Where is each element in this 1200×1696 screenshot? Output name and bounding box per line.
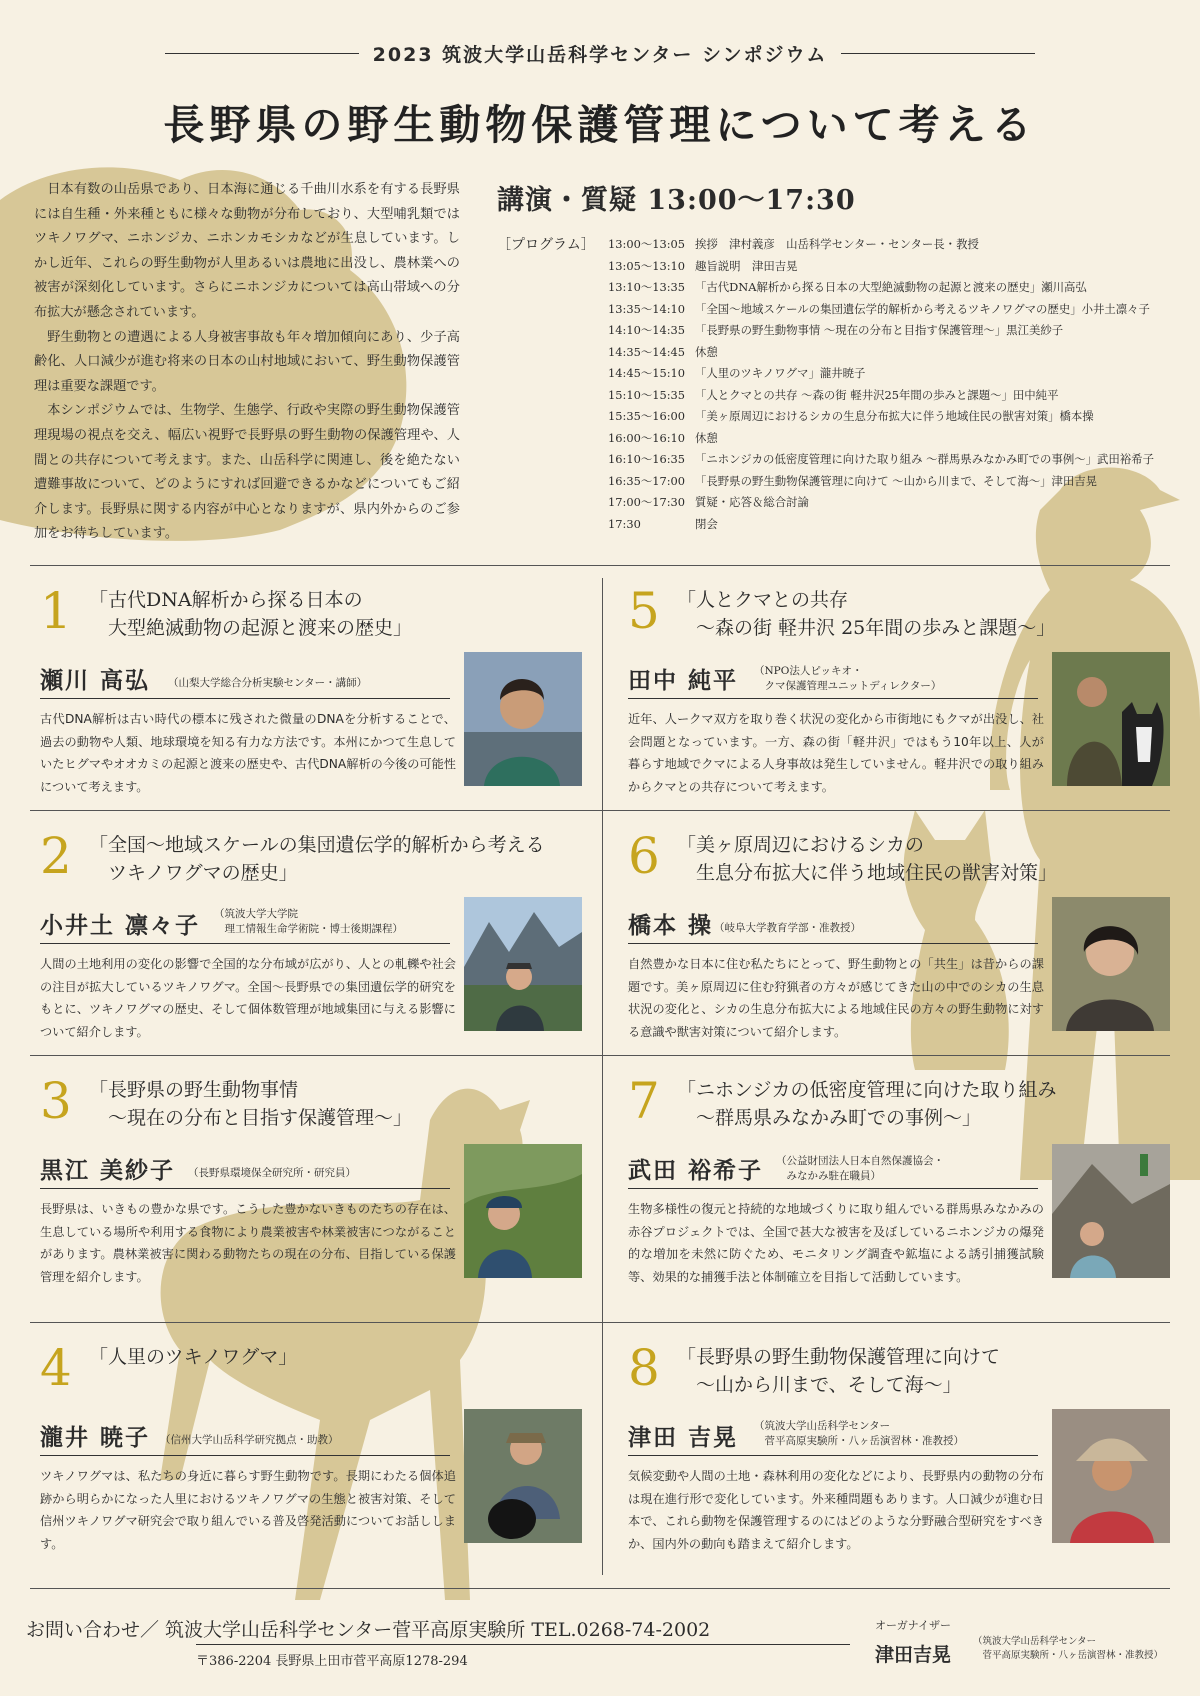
speaker-name: 津田 吉晃 (628, 1424, 739, 1451)
talk-description: 自然豊かな日本に住む私たちにとって、野生動物との「共生」は昔からの課題です。美ヶ原周辺に住む狩猟者の方々が感じてきた山の中でのシカの生息状況の変化と、シカの生息分布拡大による地域住民の方々の野生動物に対する意識や獣害対策について紹介します。 (628, 957, 1044, 1039)
talk-description: 長野県は、いきもの豊かな県です。こうした豊かないきものたちの存在は、生息している場所や利用する食物により農業被害や林業被害につながることがあります。農林業被害に関わる動物たちの現在の分布、目指している保護管理を紹介します。 (40, 1202, 456, 1284)
talk-card (34, 1327, 594, 1577)
program-time: 13:00〜13:05 (608, 237, 686, 251)
program-schedule (608, 234, 1154, 535)
program-item: 「長野県の野生動物事情 〜現在の分布と目指す保護管理〜」黒江美紗子 (695, 323, 1064, 337)
speaker-photo (464, 652, 582, 786)
talk-title: 「人里のツキノワグマ」 (89, 1346, 298, 1368)
speaker-name: 黒江 美紗子 (40, 1157, 176, 1184)
contact-address: 〒386-2204 長野県上田市菅平高原1278-294 (196, 1654, 468, 1669)
talk-description: 古代DNA解析は古い時代の標本に残された微量のDNAを分析することで、過去の動物や人類、地球環境を知る有力な方法です。本州にかつて生息していたヒグマやオオカミの起源と渡来の歴史や、古代DNA解析の今後の可能性について考えます。 (40, 712, 456, 794)
talk-card (34, 570, 594, 820)
program-time: 17:30 (608, 516, 641, 531)
program-item: 「古代DNA解析から探る日本の大型絶滅動物の起源と渡来の歴史」瀬川高弘 (695, 280, 1087, 294)
talk-card (622, 570, 1182, 820)
program-time: 17:00〜17:30 (608, 495, 686, 509)
program-row (608, 385, 1154, 407)
program-row (608, 234, 1154, 256)
talk-title: 「長野県の野生動物保護管理に向けて 〜山から川まで、そして海〜」 (677, 1346, 1001, 1396)
program-item: 「人とクマとの共存 〜森の街 軽井沢25年間の歩みと課題〜」田中純平 (695, 387, 1059, 402)
intro-paragraph: 野生動物との遭遇による人身被害事故も年々増加傾向にあり、少子高齢化、人口減少が進む将来の日本の山村地域において、野生動物保護管理は重要な課題です。 (34, 329, 460, 394)
organizer-affiliation: （筑波大学山岳科学センター 菅平高原実験所・八ヶ岳演習林・准教授） (973, 1636, 1164, 1661)
talk-title: 「ニホンジカの低密度管理に向けた取り組み 〜群馬県みなかみ町での事例〜」 (677, 1079, 1057, 1129)
speaker-affiliation: （NPO法人ピッキオ・ クマ保護管理ユニットディレクター） (754, 665, 942, 692)
program-item: 質疑・応答＆総合討論 (695, 495, 809, 509)
grid-divider (30, 565, 1170, 566)
name-underline (628, 1188, 1038, 1189)
talk-card (622, 1060, 1182, 1310)
program-item: 閉会 (695, 516, 718, 531)
speaker-photo (1052, 1144, 1170, 1278)
speaker-name: 橋本 操 (628, 912, 714, 939)
talk-number: 8 (628, 1339, 660, 1397)
talk-number: 4 (40, 1339, 72, 1397)
program-row (608, 320, 1154, 342)
program-item: 「全国〜地域スケールの集団遺伝学的解析から考えるツキノワグマの歴史」小井土凛々子 (695, 301, 1150, 316)
program-row (608, 492, 1154, 514)
program-time: 14:35〜14:45 (608, 344, 686, 359)
talk-title: 「全国〜地域スケールの集団遺伝学的解析から考える ツキノワグマの歴史」 (89, 834, 545, 884)
program-item: 休憩 (695, 344, 718, 359)
program-item: 趣旨説明 津田吉晃 (695, 258, 798, 273)
talk-title: 「古代DNA解析から探る日本の 大型絶滅動物の起源と渡来の歴史」 (89, 589, 413, 639)
talk-number: 5 (628, 582, 660, 640)
program-item: 「美ヶ原周辺におけるシカの生息分布拡大に伴う地域住民の獣害対策」橋本操 (695, 409, 1094, 423)
talk-card (34, 1060, 594, 1310)
program-time: 15:10〜15:35 (608, 387, 686, 402)
speaker-photo (464, 1144, 582, 1278)
speaker-name: 瀬川 高弘 (40, 667, 151, 694)
name-underline (628, 1455, 1038, 1456)
symposium-subtitle: 2023 筑波大学山岳科学センター シンポジウム (372, 43, 828, 66)
organizer-name: 津田吉晃 (875, 1644, 952, 1666)
program-row (608, 277, 1154, 299)
intro-text (34, 178, 460, 547)
header-rule-left (165, 53, 359, 54)
name-underline (40, 1455, 450, 1456)
grid-divider (30, 1322, 1170, 1323)
header-subtitle-row (165, 40, 1035, 66)
talk-number: 6 (628, 827, 660, 885)
speaker-photo (1052, 652, 1170, 786)
program-row (608, 449, 1154, 471)
grid-divider (30, 1588, 1170, 1589)
program-time: 13:05〜13:10 (608, 258, 686, 273)
talk-number: 1 (40, 582, 72, 640)
program-item: 休憩 (695, 430, 718, 445)
program-row (608, 299, 1154, 321)
lecture-heading: 講演・質疑 13:00〜17:30 (497, 185, 856, 216)
speaker-name: 小井土 凛々子 (40, 912, 201, 939)
speaker-affiliation: （長野県環境保全研究所・研究員） (188, 1167, 356, 1179)
speaker-affiliation: （岐阜大学教育学部・准教授） (714, 922, 861, 934)
talk-card (622, 815, 1182, 1065)
name-underline (628, 943, 1038, 944)
program-label: ［プログラム］ (497, 237, 595, 253)
talk-number: 7 (628, 1072, 660, 1130)
speaker-name: 瀧井 暁子 (40, 1424, 151, 1451)
program-item: 挨拶 津村義彦 山岳科学センター・センター長・教授 (695, 237, 979, 251)
page-title: 長野県の野生動物保護管理について考える (163, 101, 1037, 149)
talk-title: 「人とクマとの共存 〜森の街 軽井沢 25年間の歩みと課題〜」 (677, 589, 1056, 639)
talk-description: ツキノワグマは、私たちの身近に暮らす野生動物です。長期にわたる個体追跡から明らかになった人里におけるツキノワグマの生態と被害対策、そして信州ツキノワグマ研究会で取り組んでいる普及啓発活動についてお話しします。 (40, 1469, 456, 1551)
speaker-affiliation: （公益財団法人日本自然保護協会・ みなかみ駐在職員） (776, 1155, 944, 1182)
footer-underline (196, 1644, 850, 1645)
talk-title: 「長野県の野生動物事情 〜現在の分布と目指す保護管理〜」 (89, 1079, 413, 1129)
program-item: 「ニホンジカの低密度管理に向けた取り組み 〜群馬県みなかみ町での事例〜」武田裕希子 (695, 452, 1154, 466)
talk-number: 2 (40, 827, 72, 885)
name-underline (40, 943, 450, 944)
name-underline (628, 698, 1038, 699)
intro-paragraph: 本シンポジウムでは、生物学、生態学、行政や実際の野生動物保護管理現場の視点を交え、幅広い視野で長野県の野生動物の保護管理や、人間との共存について考えます。また、山岳科学に関連し、後を絶たない遭難事故について、どのようにすれば回避できるかなどについてもご紹介します。長野県に関する内容が中心となりますが、県内外からのご参加をお待ちしています。 (34, 403, 460, 542)
program-row (608, 406, 1154, 428)
speaker-photo (1052, 897, 1170, 1031)
speaker-affiliation: （信州大学山岳科学研究拠点・助教） (160, 1434, 339, 1446)
speaker-affiliation: （山梨大学総合分析実験センター・講師） (168, 677, 368, 689)
speaker-name: 武田 裕希子 (628, 1157, 764, 1184)
contact-info: お問い合わせ／ 筑波大学山岳科学センター菅平高原実験所 TEL.0268-74-2002 (26, 1619, 711, 1641)
program-time: 14:45〜15:10 (608, 366, 686, 380)
talk-card (622, 1327, 1182, 1577)
program-row (608, 514, 1154, 536)
intro-paragraph: 日本有数の山岳県であり、日本海に通じる千曲川水系を有する長野県には自生種・外来種ともに様々な動物が分布しており、大型哺乳類ではツキノワグマ、ニホンジカ、ニホンカモシカなどが生息しています。しかし近年、これらの野生動物が人里あるいは農地に出没し、農林業への被害が深刻化しています。さらにニホンジカについては高山帯域への分布拡大が懸念されています。 (34, 182, 460, 320)
talk-title: 「美ヶ原周辺におけるシカの 生息分布拡大に伴う地域住民の獣害対策」 (677, 834, 1058, 884)
talk-description: 近年、人ークマ双方を取り巻く状況の変化から市街地にもクマが出没し、社会問題となっています。一方、森の街「軽井沢」ではもう10年以上、人が暮らす地域でクマによる人身事故は発生していません。軽井沢での取り組みからクマとの共存について考えます。 (628, 712, 1044, 794)
program-item: 「長野県の野生動物保護管理に向けて 〜山から川まで、そして海〜」津田吉晃 (695, 473, 1098, 488)
name-underline (40, 1188, 450, 1189)
program-row (608, 428, 1154, 450)
talk-card (34, 815, 594, 1065)
speaker-photo (464, 1409, 582, 1543)
talk-description: 人間の土地利用の変化の影響で全国的な分布域が広がり、人との軋轢や社会の注目が拡大しているツキノワグマ。全国〜長野県での集団遺伝学的研究をもとに、ツキノワグマの歴史、そして個体数管理が地域集団に与える影響について紹介します。 (40, 957, 456, 1039)
program-row (608, 363, 1154, 385)
name-underline (40, 698, 450, 699)
program-row (608, 256, 1154, 278)
program-time: 16:10〜16:35 (608, 452, 686, 466)
program-time: 13:10〜13:35 (608, 280, 686, 294)
speaker-photo (1052, 1409, 1170, 1543)
program-time: 15:35〜16:00 (608, 409, 686, 423)
header-rule-right (841, 53, 1035, 54)
program-time: 16:35〜17:00 (608, 473, 686, 488)
program-time: 13:35〜14:10 (608, 301, 686, 316)
program-time: 14:10〜14:35 (608, 323, 686, 337)
speaker-affiliation: （筑波大学大学院 理工情報生命学術院・博士後期課程） (214, 908, 403, 935)
speaker-name: 田中 純平 (628, 667, 739, 694)
speaker-affiliation: （筑波大学山岳科学センター 菅平高原実験所・八ヶ岳演習林・准教授） (754, 1420, 964, 1447)
program-item: 「人里のツキノワグマ」瀧井暁子 (695, 366, 866, 380)
speaker-photo (464, 897, 582, 1031)
talk-description: 気候変動や人間の土地・森林利用の変化などにより、長野県内の動物の分布は現在進行形で変化しています。外来種問題もあります。人口減少が進む日本で、これら動物を保護管理するのにはどのような分野融合型研究をすべきか、国内外の動向も踏まえて紹介します。 (628, 1469, 1044, 1551)
talk-description: 生物多様性の復元と持続的な地域づくりに取り組んでいる群馬県みなかみの赤谷プロジェクトでは、全国で甚大な被害を及ぼしているニホンジカの爆発的な増加を未然に防ぐため、モニタリング調査や鉱塩による誘引捕獲試験等、効果的な捕獲手法と体制確立を目指して活動しています。 (628, 1202, 1044, 1284)
organizer-label: オーガナイザー (875, 1619, 952, 1632)
program-row (608, 471, 1154, 493)
program-row (608, 342, 1154, 364)
grid-divider (602, 578, 603, 1575)
talk-number: 3 (40, 1072, 72, 1130)
program-time: 16:00〜16:10 (608, 430, 686, 445)
